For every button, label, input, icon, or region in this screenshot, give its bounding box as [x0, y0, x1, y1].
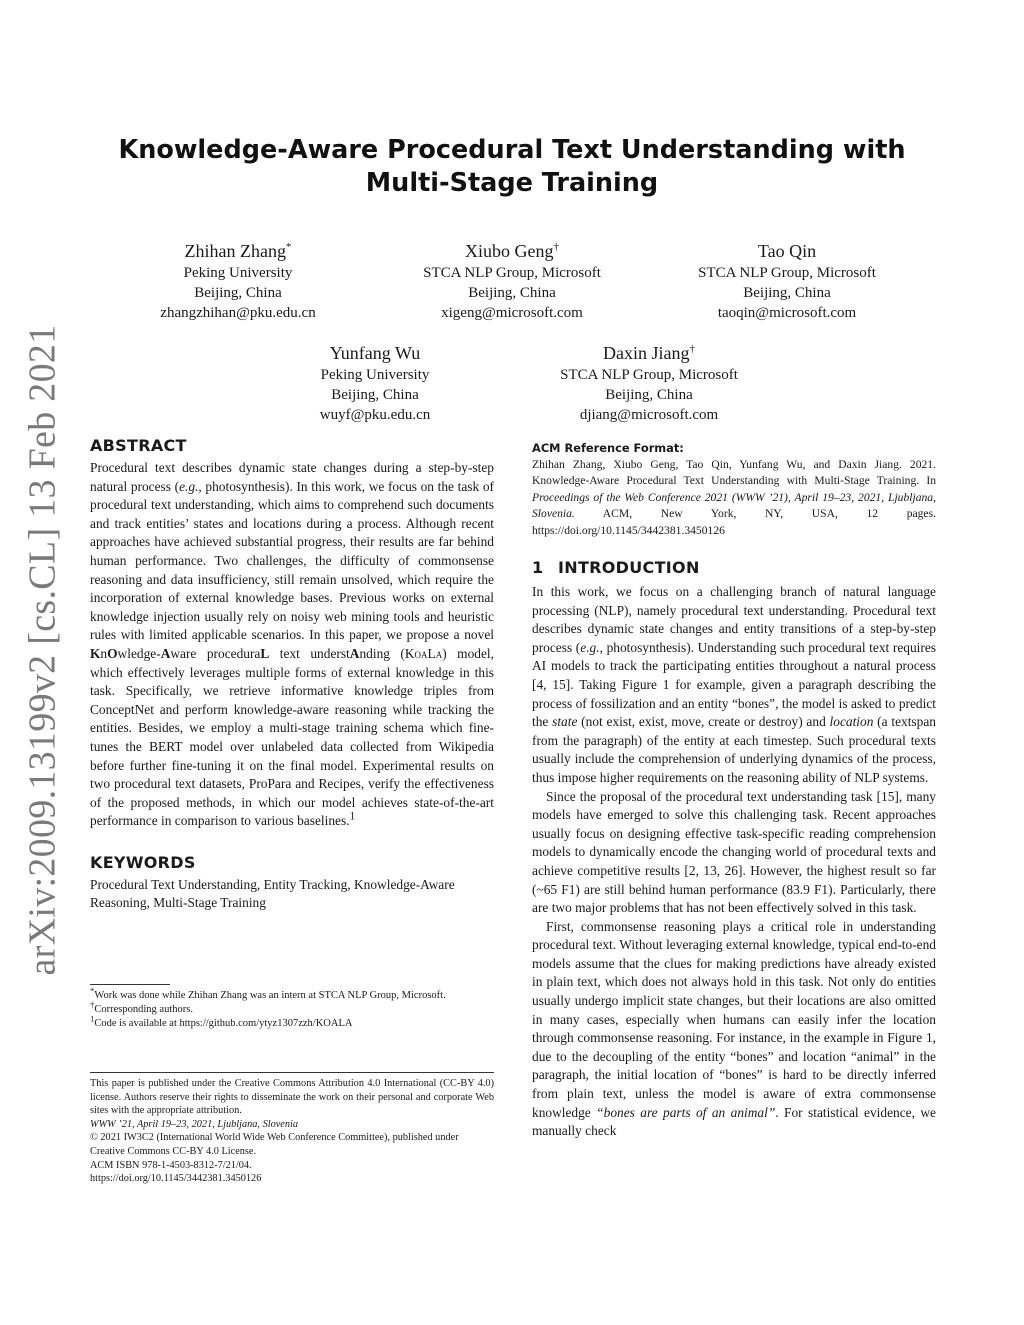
- acm-reference-label: ACM Reference Format:: [532, 441, 684, 455]
- footnotes: [90, 984, 494, 1031]
- license-text: This paper is published under the Creative Commons Attribution 4.0 International (CC-BY 4.0) license. Authors reserve their rights to disseminate the work on their personal and corporate Web sites with the appropriate attribution.: [90, 1078, 494, 1117]
- author-email: djiang@microsoft.com: [579, 407, 719, 423]
- copyright-text: © 2021 IW3C2 (International World Wide Web Conference Committee), published under Creative Commons CC-BY 4.0 License.: [90, 1132, 459, 1157]
- author-affiliation: STCA NLP Group, Microsoft: [698, 265, 876, 281]
- author-name: Yunfang Wu: [329, 343, 421, 363]
- acm-reference-text: Zhihan Zhang, Xiubo Geng, Tao Qin, Yunfang Wu, and Daxin Jiang. 2021. Knowledge-Aware Procedural Text Understanding with Multi-Stage Training. In Proceedings of the Web Conference 2021 (WWW ’21), April 19–23, 2021, Ljubljana, Slovenia. ACM, New York, NY, USA, 12 pages. https://doi.org/10.1145/3442381.3450126: [532, 457, 936, 537]
- introduction-body: [532, 583, 936, 1141]
- license-block: [90, 1072, 494, 1186]
- intro-paragraph-3: First, commonsense reasoning plays a critical role in understanding procedural text. Without leveraging external knowledge, typical end-to-end models assume that the clues for making predictions have already existed in plain text, which does not always hold in this task. Not only do entities usually undergo implicit state changes, but their locations are also omitted in many cases, especially when humans can easily infer the location through commonsense reasoning. For instance, in the example in Figure 1, due to the decoupling of the entity “bones” and location “animal” in the paragraph, the initial location of “bones” is hard to be directly inferred from plain text, unless the model is aware of extra commonsense knowledge “bones are parts of an animal”. For statistical evidence, we manually check: [532, 918, 936, 1139]
- abstract-heading: ABSTRACT: [90, 436, 187, 455]
- intro-paragraph-1: In this work, we focus on a challenging branch of natural language processing (NLP), namely procedural text understanding. Procedural text describes dynamic state changes and entity transitions of a step-by-step process (e.g., photosynthesis). Understanding such procedural text requires AI models to track the participating entities throughout a natural process [4, 15]. Taking Figure 1 for example, given a paragraph describing the process of fossilization and an entity “bones”, the model is asked to predict the state (not exist, exist, move, create or destroy) and location (a textspan from the paragraph) of the entity at each timestep. Such procedural texts usually include the comprehension of underlying dynamics of the process, thus impose higher requirements on the reasoning ability of NLP systems.: [532, 584, 937, 785]
- author-location: Beijing, China: [605, 387, 693, 403]
- arxiv-identifier-stamp: [18, 324, 66, 976]
- introduction-heading: 1 INTRODUCTION: [532, 558, 700, 577]
- footnote-rule: [90, 984, 170, 985]
- author-name: Xiubo Geng†: [465, 241, 559, 261]
- author-block-1: [128, 239, 348, 323]
- author-email: zhangzhihan@pku.edu.cn: [160, 305, 316, 321]
- author-location: Beijing, China: [468, 285, 556, 301]
- doi-link[interactable]: https://doi.org/10.1145/3442381.3450126: [90, 1173, 262, 1185]
- abstract-section: [90, 436, 494, 913]
- author-email: xigeng@microsoft.com: [441, 305, 583, 321]
- footnote-3: $^1$Code is available at https://github.com/ytyz1307zzh/KOALA: [90, 1013, 353, 1029]
- introduction-section: [532, 558, 936, 1141]
- footnote-1: *Work was done while Zhihan Zhang was an intern at STCA NLP Group, Microsoft.: [90, 985, 446, 1001]
- title-line-1: Knowledge-Aware Procedural Text Understanding with: [118, 135, 906, 165]
- intro-paragraph-2: Since the proposal of the procedural text understanding task [15], many models have emerged to solve this challenging task. Recent approaches usually focus on designing effective task-specific reading comprehension models to dynamically encode the changing world of procedural texts and achieve competitive results [2, 13, 26]. However, the highest result so far (~65 F1) are still behind human performance (83.9 F1). Particularly, there are two major problems that has not been effectively solved in this task.: [532, 788, 936, 916]
- author-block-5: [532, 341, 766, 425]
- author-block-4: [275, 341, 475, 425]
- arxiv-identifier-text: arXiv:2009.13199v2 [cs.CL] 13 Feb 2021: [21, 324, 63, 976]
- author-email: wuyf@pku.edu.cn: [319, 407, 431, 423]
- author-block-3: [670, 239, 904, 323]
- author-affiliation: Peking University: [320, 367, 430, 383]
- author-affiliation: STCA NLP Group, Microsoft: [423, 265, 601, 281]
- conference-info: WWW ’21, April 19–23, 2021, Ljubljana, Slovenia: [90, 1118, 299, 1130]
- abstract-body: Procedural text describes dynamic state changes during a step-by-step natural process (e.g., photosynthesis). In this work, we focus on the task of procedural text understanding, which aims to comprehend such documents and track entities’ states and locations during a process. Although recent approaches have achieved substantial progress, their results are far behind human performance. Two challenges, the difficulty of commonsense reasoning and data insufficiency, still remain unsolved, which require the incorporation of external knowledge bases. Previous works on external knowledge injection usually rely on noisy web mining tools and heuristic rules with limited applicable scenarios. In this paper, we propose a novel KnOwledge-Aware proceduraL text understAnding (KoaLa) model, which effectively leverages multiple forms of external knowledge in this task. Specifically, we retrieve informative knowledge triples from ConceptNet and perform knowledge-aware reasoning while tracking the entities. Besides, we employ a multi-stage training schema which fine-tunes the BERT model over unlabeled data collected from Wikipedia before further fine-tuning it on the final model. Experimental results on two procedural text datasets, ProPara and Recipes, verify the effectiveness of the proposed methods, in which our model achieves state-of-the-art performance in comparison to various baselines.$^1$: [90, 460, 494, 829]
- author-location: Beijing, China: [743, 285, 831, 301]
- author-name: Zhihan Zhang*: [184, 241, 292, 261]
- license-rule: [90, 1072, 494, 1073]
- author-block-2: [395, 239, 629, 323]
- author-email: taoqin@microsoft.com: [717, 305, 857, 321]
- keywords-heading: KEYWORDS: [90, 852, 196, 872]
- title-line-2: Multi-Stage Training: [365, 168, 659, 198]
- isbn-text: ACM ISBN 978-1-4503-8312-7/21/04.: [90, 1159, 252, 1171]
- author-affiliation: STCA NLP Group, Microsoft: [560, 367, 738, 383]
- author-affiliation: Peking University: [183, 265, 293, 281]
- author-name: Daxin Jiang†: [603, 343, 695, 363]
- footnote-2: †Corresponding authors.: [90, 999, 193, 1015]
- author-name: Tao Qin: [757, 241, 817, 261]
- paper-title: [90, 134, 934, 200]
- acm-reference-format: [532, 440, 936, 540]
- author-location: Beijing, China: [331, 387, 419, 403]
- author-location: Beijing, China: [194, 285, 282, 301]
- keywords-text: Procedural Text Understanding, Entity Tracking, Knowledge-Aware Reasoning, Multi-Stage Training: [90, 876, 455, 911]
